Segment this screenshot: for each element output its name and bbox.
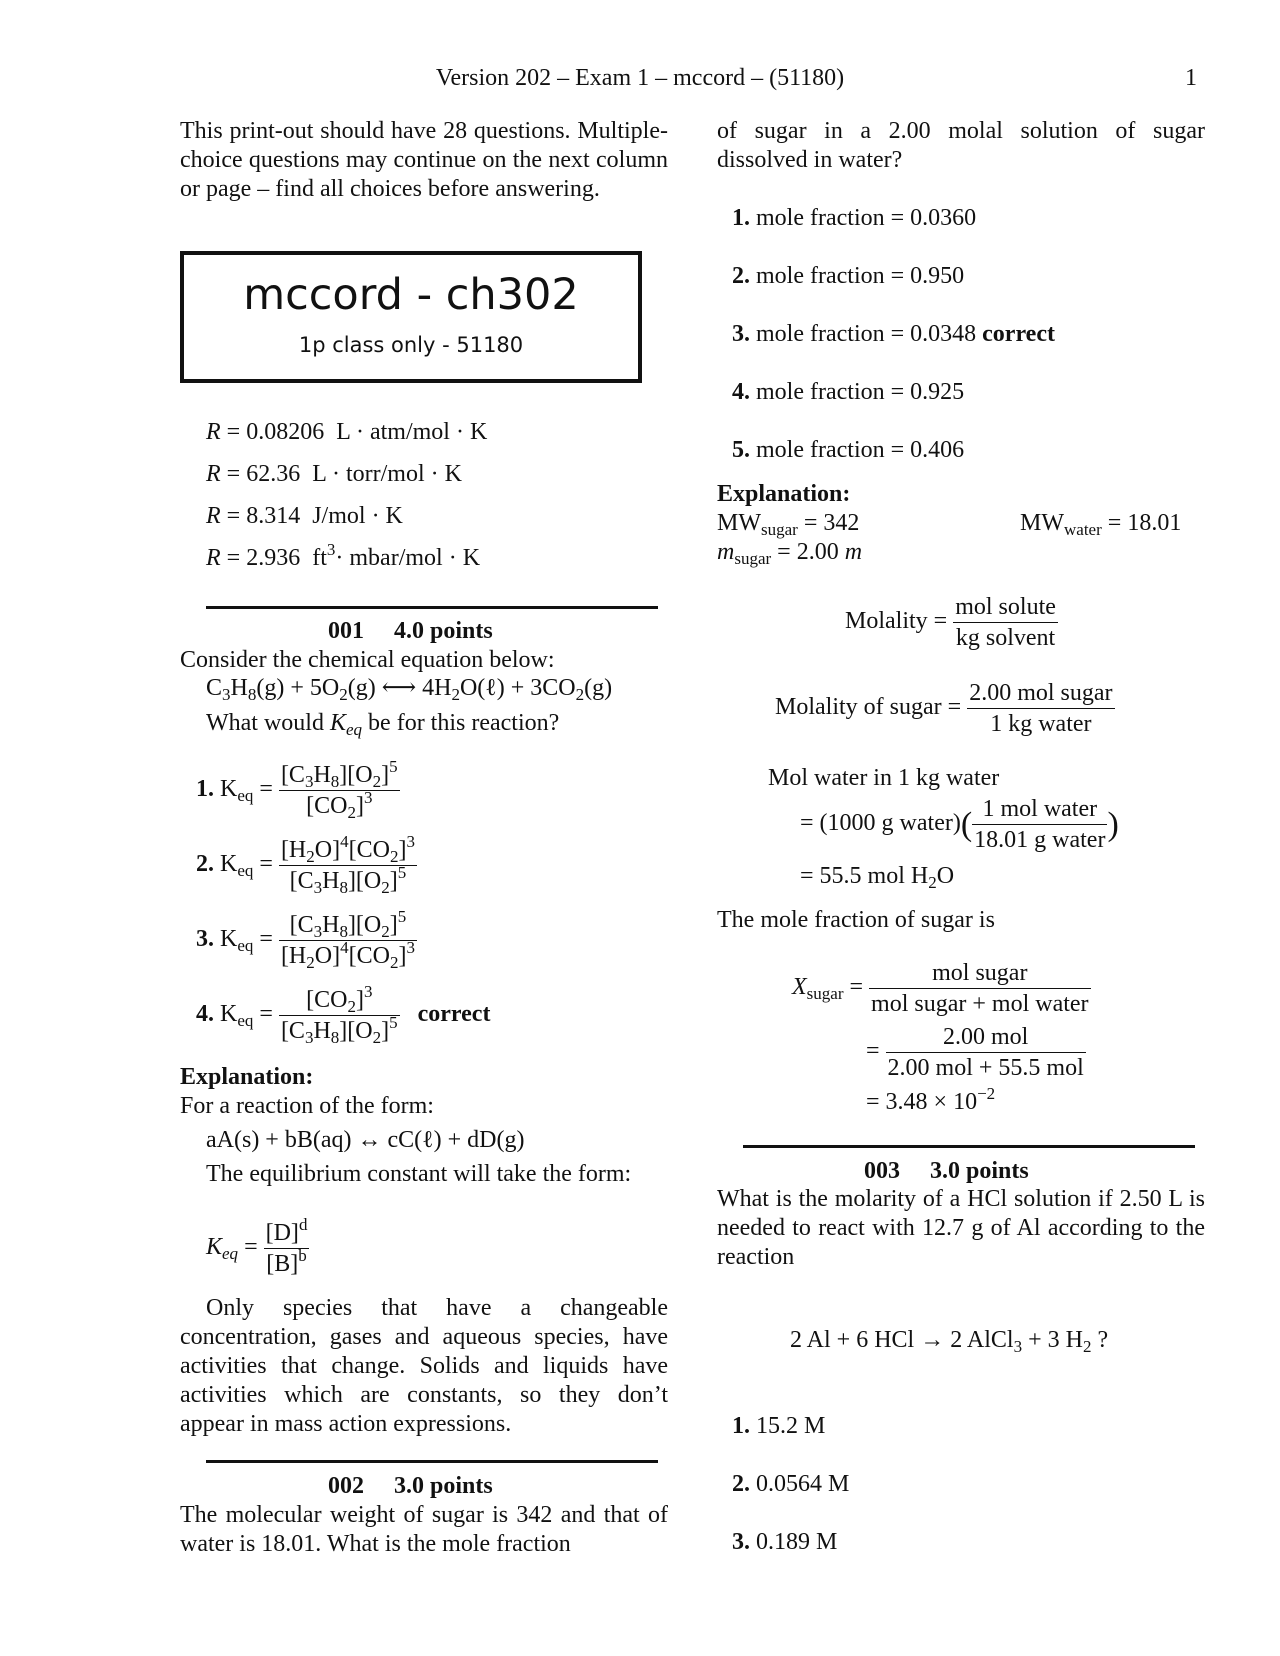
q003-choice-2[interactable]: 2. 0.0564 M [732, 1471, 850, 1497]
gas-constant-3: R = 8.314 J/mol · K [206, 503, 403, 529]
gas-constant-2: R = 62.36 L · torr/mol · K [206, 461, 462, 487]
q002-choice-5[interactable]: 5. mole fraction = 0.406 [732, 437, 965, 463]
q003-points: 3.0 points [930, 1158, 1029, 1184]
q002-points: 3.0 points [394, 1473, 493, 1499]
q002-choice-2[interactable]: 2. mole fraction = 0.950 [732, 263, 965, 289]
page-number: 1 [1185, 65, 1197, 91]
q001-general-equation: aA(s) + bB(aq) ↔ cC(ℓ) + dD(g) [206, 1127, 525, 1153]
q002-molality-sugar: Molality of sugar = $\frac{\text{2.00 mol sugar}}{\text{1 kg water}}$ [775, 680, 1113, 737]
q002-number: 002 [328, 1473, 364, 1499]
q003-reaction: 2 Al + 6 HCl → 2 AlCl$_3$ + 3 $H_2$ ? [790, 1327, 1109, 1356]
q001-explanation-mid: The equilibrium constant will take the form: [206, 1161, 632, 1187]
q001-explanation-intro: For a reaction of the form: [180, 1093, 434, 1119]
q001-question: What would $K_{eq}$ be for this reaction? [206, 710, 560, 739]
q002-prompt-start: The molecular weight of sugar is 342 and that of water is 18.01. What is the mole fraction [180, 1502, 668, 1557]
q002-explanation-label: Explanation: [717, 481, 851, 507]
q002-mol-water-result: = 55.5 mol $H_2O$ [800, 863, 955, 892]
q003-heading [864, 1157, 1029, 1186]
course-box [180, 251, 642, 383]
q001-number: 001 [328, 618, 364, 644]
q003-choice-3[interactable]: 3. 0.189 M [732, 1529, 838, 1555]
intro-paragraph: This print-out should have 28 questions. Multiple-choice questions may continue on the next column or page – find all choices before answering. [180, 118, 668, 202]
gas-constant-1: R = 0.08206 L · atm/mol · K [206, 419, 488, 445]
divider-q003 [743, 1145, 1195, 1148]
q002-mw-water: $MW_{water} = 18.01$ [1020, 510, 1182, 539]
q002-correct-badge: correct [982, 321, 1055, 347]
q003-number: 003 [864, 1158, 900, 1184]
gas-constant-4: R = 2.936 $ft^3\cdot$ mbar/mol · K [206, 540, 481, 571]
q002-m-sugar: $m_{sugar} = 2.00$ m [717, 539, 863, 568]
q002-molality-definition: Molality = $\frac{\text{mol solute}}{\text{kg solvent}}$ [845, 594, 1056, 651]
divider-q001 [206, 606, 658, 609]
q002-mole-fraction-result: = $3.48 \times 10^{-2}$ [866, 1084, 996, 1115]
q001-explanation-label: Explanation: [180, 1064, 314, 1090]
q003-prompt: What is the molarity of a HCl solution if 2.50 L is needed to react with 12.7 g of Al according to the reaction [717, 1186, 1205, 1270]
q002-mol-water-calc: = (1000 g water)( $\frac{\text{1 mol water}}{\text{18.01 g water}}$ ) [800, 796, 1119, 853]
q002-choice-3[interactable]: 3. mole fraction = 0.0348 correct [732, 321, 1055, 347]
q001-choice-1[interactable]: 1. $K_{eq}$ = $\frac{[C_3H_8][O_2]^5}{[CO_2]^3}$ [196, 757, 398, 822]
q002-heading [328, 1472, 493, 1501]
q002-choice-1[interactable]: 1. mole fraction = 0.0360 [732, 205, 977, 231]
divider-q002 [206, 1460, 658, 1463]
q001-prompt: Consider the chemical equation below: [180, 647, 555, 673]
q001-keq-expression: $K_{eq}$ = $\frac{[D]^d}{[B]^b}$ [206, 1215, 308, 1277]
q002-mol-water-label: Mol water in 1 kg water [768, 765, 1000, 791]
q002-prompt-end: of sugar in a 2.00 molal solution of sugar dissolved in water? [717, 118, 1205, 173]
q003-choice-1[interactable]: 1. 15.2 M [732, 1413, 826, 1439]
q002-choice-4[interactable]: 4. mole fraction = 0.925 [732, 379, 965, 405]
q002-mole-fraction-line1: $X_{sugar}$ = $\frac{\text{mol sugar}}{\text{mol sugar + mol water}}$ [792, 960, 1089, 1017]
q001-choice-2[interactable]: 2. $K_{eq}$ = $\frac{[H_2O]^4[CO_2]^3}{[C_3H_8][O_2]^5}$ [196, 832, 415, 897]
q001-correct-badge: correct [417, 1001, 491, 1028]
q001-equation: $C_3H_8(g) + 5O_2(g)$ ⟷ $4H_2O(\ell) + 3CO_2(g)$ [206, 675, 613, 704]
q002-mole-fraction-intro: The mole fraction of sugar is [717, 907, 995, 933]
q001-choice-3[interactable]: 3. $K_{eq}$ = $\frac{[C_3H_8][O_2]^5}{[H_2O]^4[CO_2]^3}$ [196, 907, 415, 972]
course-subtitle: 1p class only - 51180 [298, 333, 524, 357]
header-title: Version 202 – Exam 1 – mccord – (51180) [435, 65, 845, 91]
q002-mw-sugar: $MW_{sugar} = 342$ [717, 510, 860, 539]
course-title: mccord - ch302 [243, 270, 579, 320]
page-header [0, 64, 1280, 93]
q001-choice-4[interactable]: 4. $K_{eq}$ = $\frac{[CO_2]^3}{[C_3H_8][O_2]^5}$ correct [196, 982, 491, 1047]
q001-explanation-end: Only species that have a changeable concentration, gases and aqueous species, have activities that change. Solids and liquids have activities which are constants, so they don’t appear in mass action expressions. [180, 1295, 668, 1437]
q001-heading [328, 617, 493, 646]
q002-mole-fraction-line2: = $\frac{\text{2.00 mol}}{\text{2.00 mol + 55.5 mol}}$ [866, 1024, 1084, 1081]
q001-points: 4.0 points [394, 618, 493, 644]
